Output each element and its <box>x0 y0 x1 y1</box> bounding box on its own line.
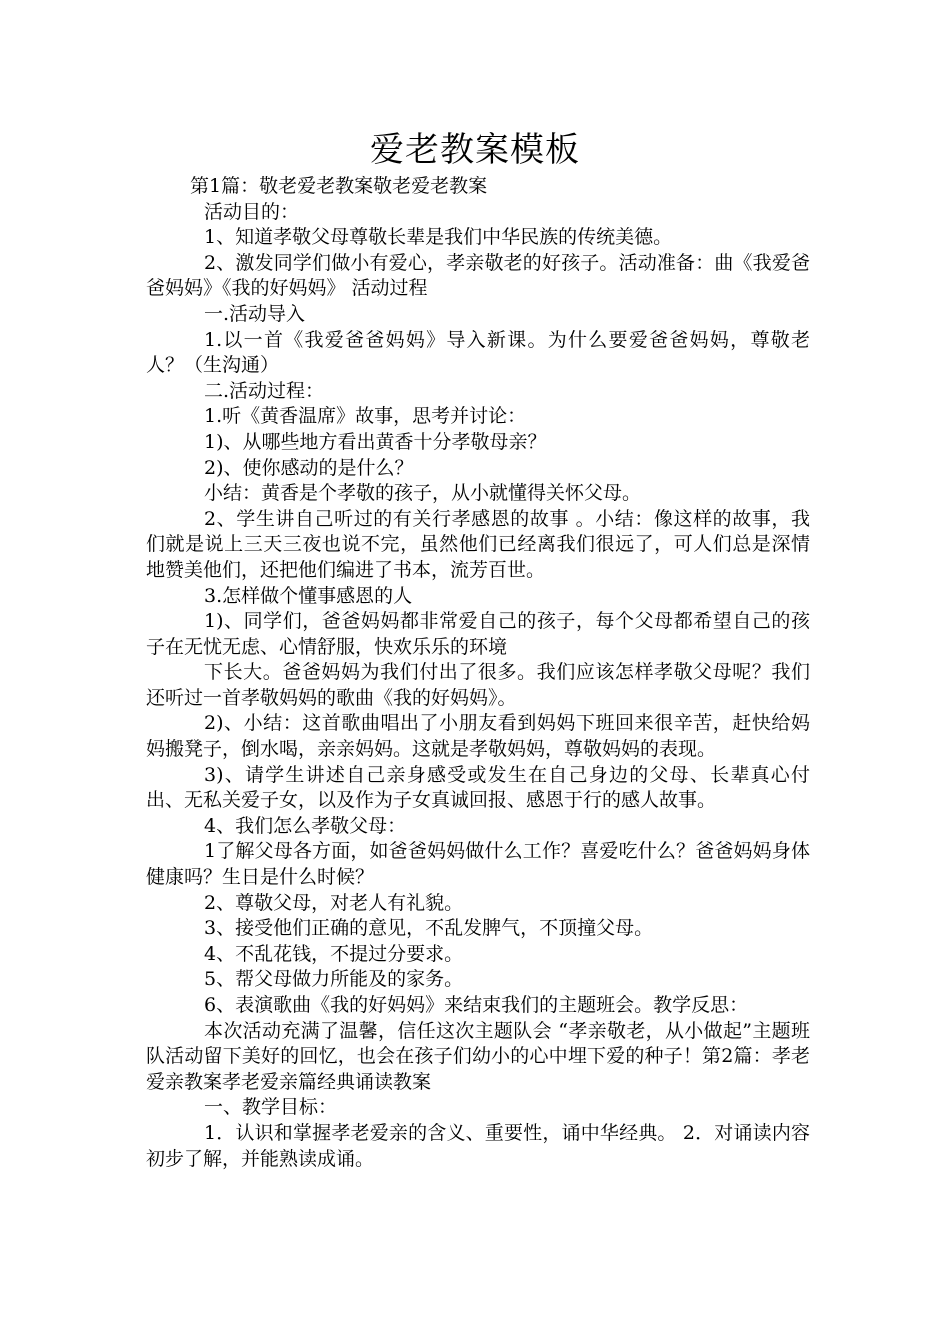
paragraph: 1．认识和掌握孝老爱亲的含义、重要性，诵中华经典。 2．对诵读内容初步了解，并能熟读成诵。 <box>146 1121 810 1170</box>
paragraph: 1、知道孝敬父母尊敬长辈是我们中华民族的传统美德。 <box>204 226 673 249</box>
paragraph: 2)、小结：这首歌曲唱出了小朋友看到妈妈下班回来很辛苦，赶快给妈妈搬凳子，倒水喝，亲亲妈妈。这就是孝敬妈妈，尊敬妈妈的表现。 <box>146 712 810 761</box>
paragraph: 3、接受他们正确的意见，不乱发脾气，不顶撞父母。 <box>204 917 654 940</box>
paragraph: 1.听《黄香温席》故事，思考并讨论： <box>204 405 527 428</box>
paragraph: 2)、使你感动的是什么？ <box>204 456 414 479</box>
paragraph: 一、教学目标： <box>204 1096 338 1119</box>
paragraph: 2、尊敬父母，对老人有礼貌。 <box>204 891 464 914</box>
paragraph: 2、学生讲自己听过的有关行孝感恩的故事 。小结：像这样的故事，我们就是说上三天三夜也说不完，虽然他们已经离我们很远了，可人们总是深情地赞美他们，还把他们编进了书本，流芳百世。 <box>146 507 810 581</box>
paragraph: 1)、从哪些地方看出黄香十分孝敬母亲？ <box>204 430 547 453</box>
paragraph: 3.怎样做个懂事感恩的人 <box>204 584 413 607</box>
paragraph: 活动目的： <box>204 200 300 223</box>
paragraph: 3)、请学生讲述自己亲身感受或发生在自己身边的父母、长辈真心付出、无私关爱子女，以及作为子女真诚回报、感恩于行的感人故事。 <box>146 763 810 812</box>
paragraph: 小结：黄香是个孝敬的孩子，从小就懂得关怀父母。 <box>204 482 642 505</box>
paragraph: 1了解父母各方面，如爸爸妈妈做什么工作？喜爱吃什么？爸爸妈妈身体健康吗？生日是什么时候？ <box>146 840 810 889</box>
paragraph: 1)、同学们，爸爸妈妈都非常爱自己的孩子，每个父母都希望自己的孩子在无忧无虑、心情舒服，快欢乐乐的环境 <box>146 610 810 658</box>
section-heading: 第1篇：敬老爱老教案敬老爱老教案 <box>190 175 488 197</box>
paragraph: 6、表演歌曲《我的好妈妈》来结束我们的主题班会。教学反思： <box>204 994 749 1016</box>
paragraph: 一.活动导入 <box>204 302 306 325</box>
document-body <box>146 174 810 1172</box>
paragraph: 5、帮父母做力所能及的家务。 <box>204 968 464 991</box>
paragraph: 4、我们怎么孝敬父母： <box>204 814 407 837</box>
document-title: 爱老教案模板 <box>370 130 580 170</box>
paragraph: 本次活动充满了温馨，信任这次主题队会 “孝亲敬老，从小做起”主题班队活动留下美好的回忆，也会在孩子们幼小的心中埋下爱的种子！第2篇：孝老爱亲教案孝老爱亲篇经典诵读教案 <box>146 1019 810 1093</box>
paragraph: 二.活动过程： <box>204 379 325 402</box>
paragraph: 下长大。爸爸妈妈为我们付出了很多。我们应该怎样孝敬父母呢？我们还听过一首孝敬妈妈的歌曲《我的好妈妈》。 <box>146 661 810 709</box>
paragraph: 2、激发同学们做小有爱心，孝亲敬老的好孩子。活动准备：曲《我爱爸爸妈妈》《我的好妈妈》 活动过程 <box>146 251 810 300</box>
paragraph: 1.以一首《我爱爸爸妈妈》导入新课。为什么要爱爸爸妈妈，尊敬老人？（生沟通） <box>146 328 810 377</box>
paragraph: 4、不乱花钱，不提过分要求。 <box>204 942 464 965</box>
